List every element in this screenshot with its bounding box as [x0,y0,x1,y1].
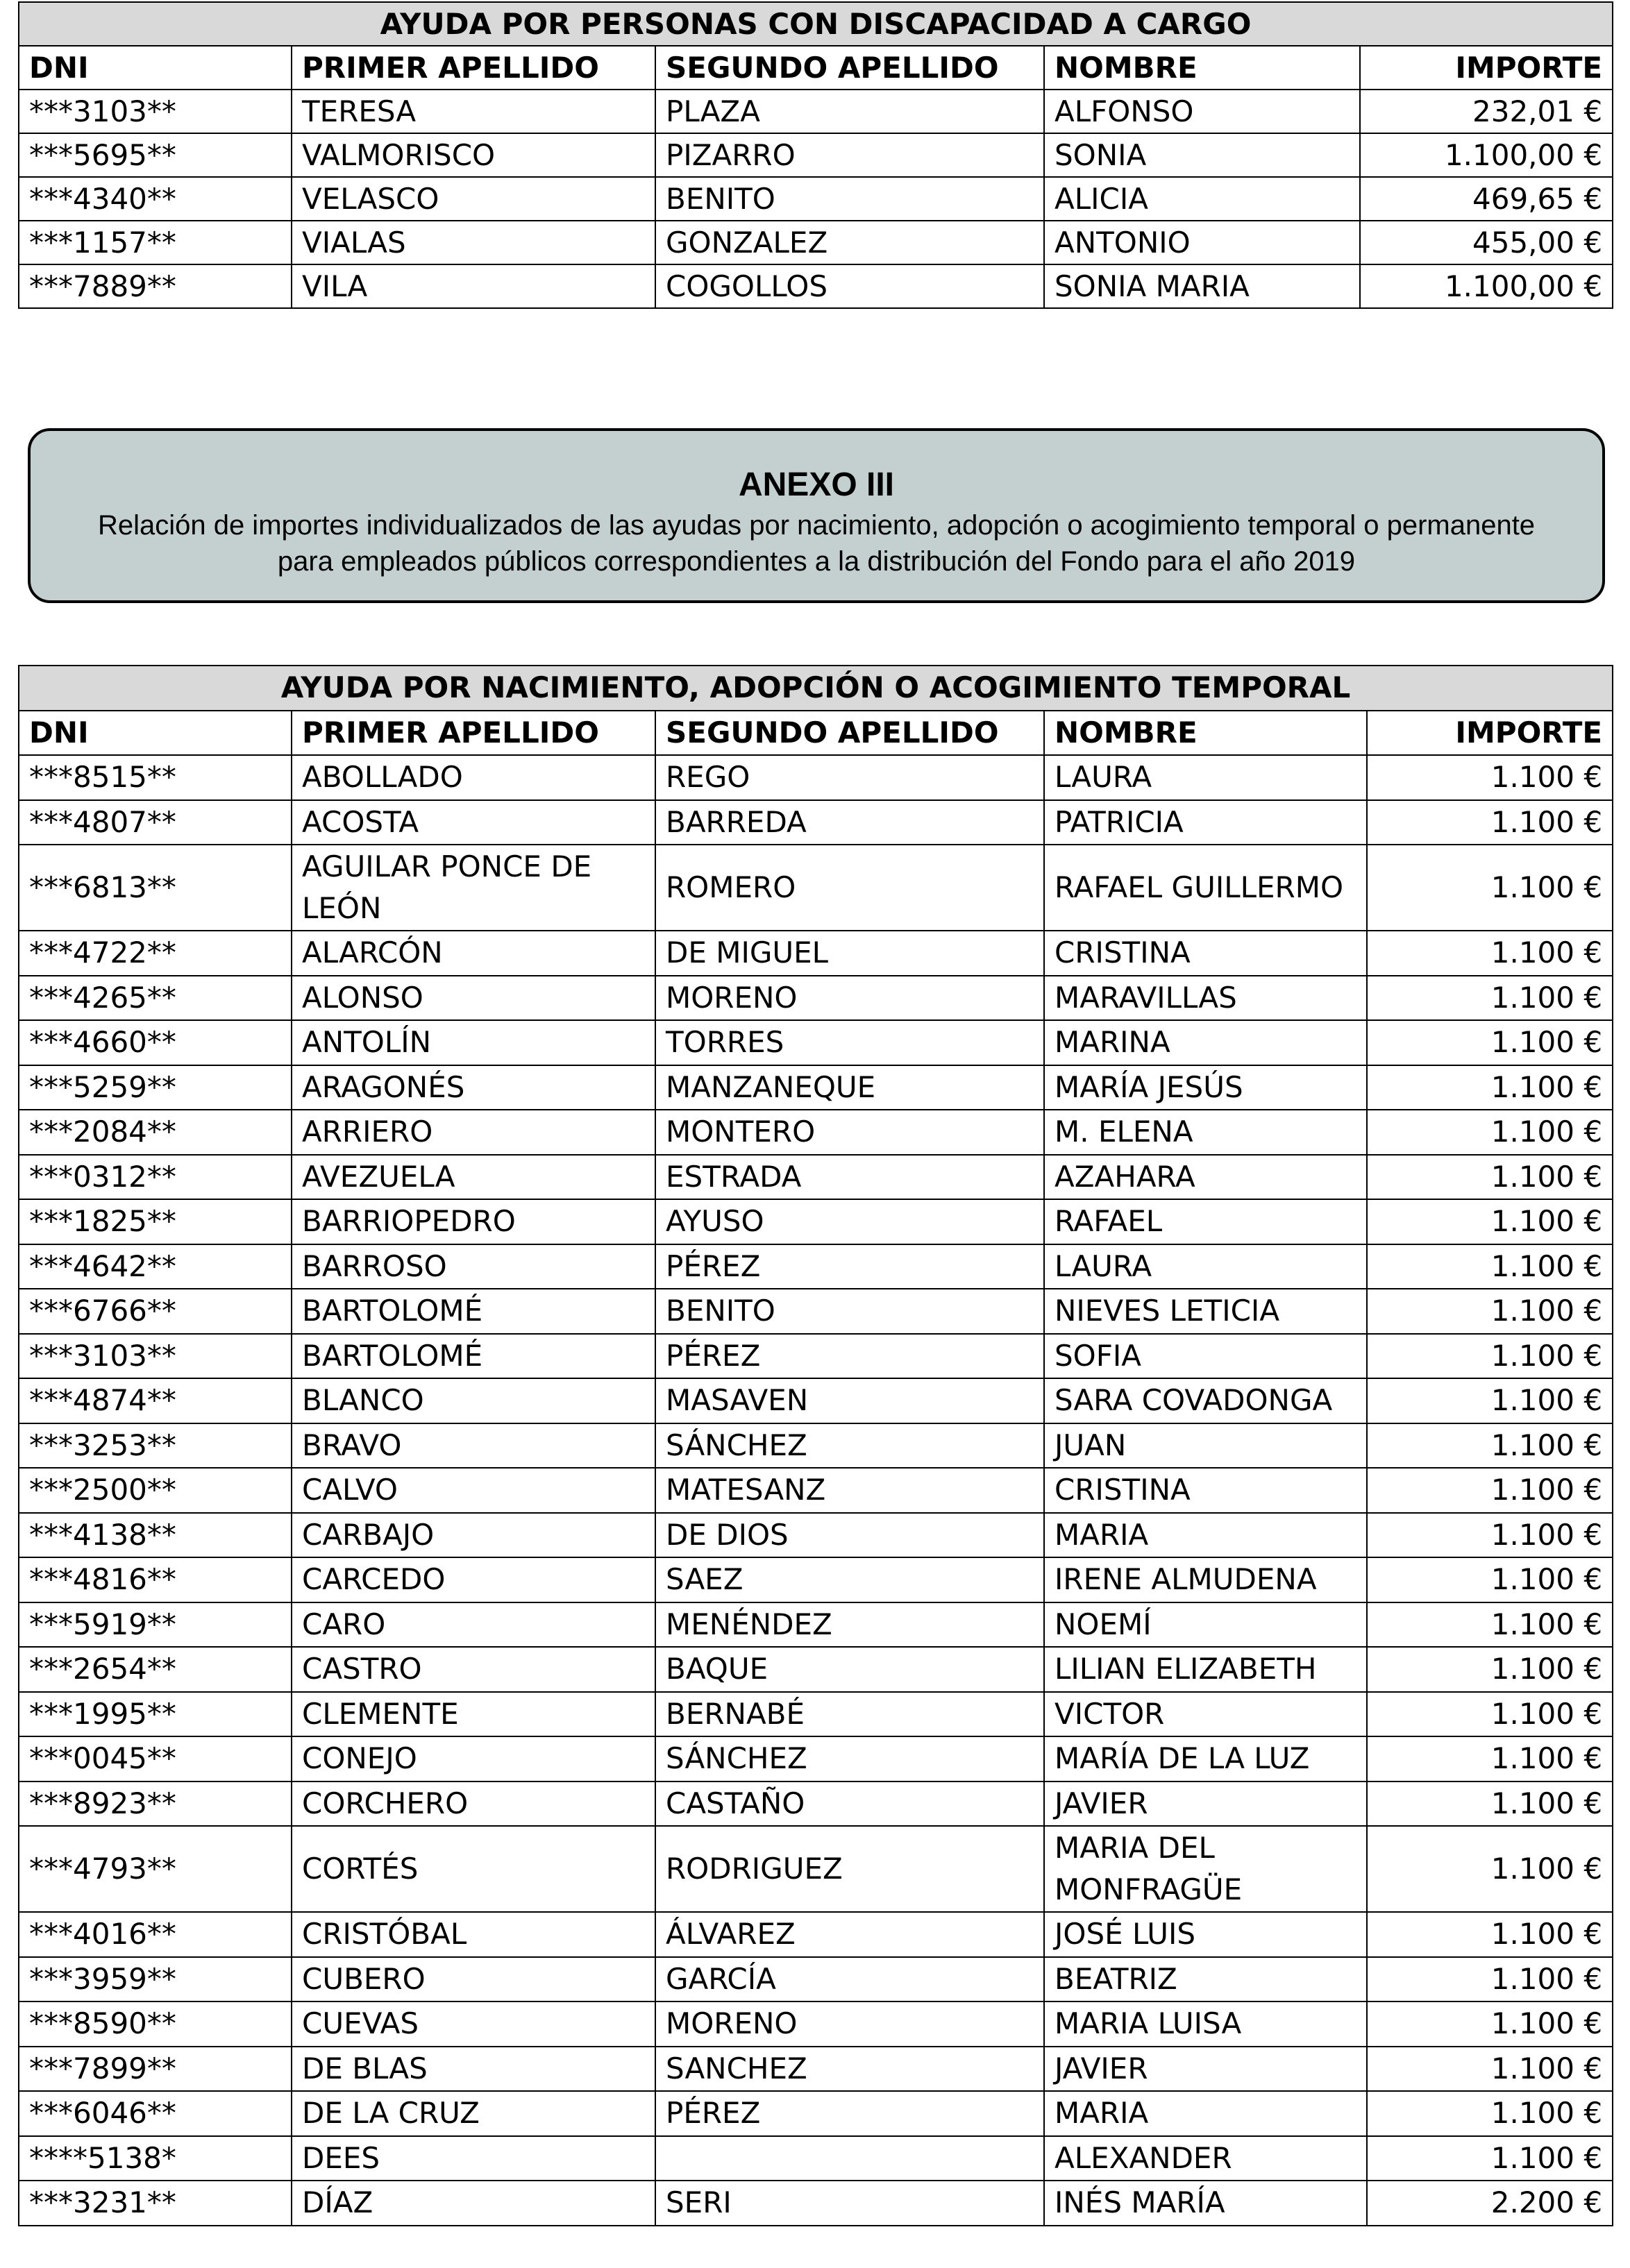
table-row [19,1647,1613,1692]
cell-nombre: RAFAEL GUILLERMO [1044,845,1367,931]
column-header-segundo-apellido: SEGUNDO APELLIDO [655,46,1044,90]
cell-importe: 1.100 € [1367,800,1613,845]
cell-segundo-apellido: TORRES [655,1020,1044,1065]
table-row [19,1513,1613,1558]
cell-nombre: ALICIA [1044,177,1360,221]
cell-dni: ***5919** [19,1602,292,1648]
cell-nombre: AZAHARA [1044,1155,1367,1200]
cell-importe: 1.100 € [1367,1557,1613,1602]
cell-segundo-apellido: BARREDA [655,800,1044,845]
cell-nombre: VICTOR [1044,1692,1367,1737]
cell-primer-apellido: ARAGONÉS [292,1065,655,1110]
cell-segundo-apellido: ÁLVAREZ [655,1912,1044,1957]
cell-dni: ***6813** [19,845,292,931]
cell-primer-apellido: CUBERO [292,1957,655,2002]
table-row [19,976,1613,1021]
cell-dni: ***0045** [19,1736,292,1782]
cell-dni: ***2654** [19,1647,292,1692]
cell-primer-apellido: ARRIERO [292,1110,655,1155]
cell-nombre: SOFIA [1044,1334,1367,1379]
table-row [19,2047,1613,2092]
cell-dni: ***4265** [19,976,292,1021]
cell-importe: 1.100 € [1367,1334,1613,1379]
table-row [19,1065,1613,1110]
cell-segundo-apellido: BENITO [655,177,1044,221]
table-body [19,755,1613,2226]
table-row [19,221,1613,264]
cell-nombre: ANTONIO [1044,221,1360,264]
cell-nombre: BEATRIZ [1044,1957,1367,2002]
column-header-segundo-apellido: SEGUNDO APELLIDO [655,711,1044,756]
header-row [19,46,1613,90]
cell-segundo-apellido: SÁNCHEZ [655,1423,1044,1469]
cell-importe: 1.100,00 € [1360,133,1613,177]
column-header-nombre: NOMBRE [1044,46,1360,90]
cell-primer-apellido: CONEJO [292,1736,655,1782]
cell-primer-apellido: CORCHERO [292,1782,655,1827]
table-row [19,264,1613,308]
table-row [19,1602,1613,1648]
cell-segundo-apellido: COGOLLOS [655,264,1044,308]
cell-nombre: LAURA [1044,1244,1367,1289]
cell-segundo-apellido: MATESANZ [655,1468,1044,1513]
cell-importe: 1.100,00 € [1360,264,1613,308]
cell-dni: ***4816** [19,1557,292,1602]
cell-nombre: MARÍA DE LA LUZ [1044,1736,1367,1782]
table-caption: AYUDA POR NACIMIENTO, ADOPCIÓN O ACOGIMIENTO TEMPORAL [19,666,1613,711]
table-row [19,1244,1613,1289]
cell-segundo-apellido: ROMERO [655,845,1044,931]
cell-nombre: INÉS MARÍA [1044,2181,1367,2226]
cell-segundo-apellido: BERNABÉ [655,1692,1044,1737]
cell-nombre: ALEXANDER [1044,2136,1367,2181]
cell-primer-apellido: BARTOLOMÉ [292,1289,655,1334]
cell-importe: 1.100 € [1367,1513,1613,1558]
cell-segundo-apellido: SERI [655,2181,1044,2226]
cell-importe: 1.100 € [1367,2002,1613,2047]
cell-nombre: LILIAN ELIZABETH [1044,1647,1367,1692]
cell-primer-apellido: CARCEDO [292,1557,655,1602]
cell-dni: ***4642** [19,1244,292,1289]
cell-nombre: SONIA [1044,133,1360,177]
cell-importe: 1.100 € [1367,2091,1613,2136]
cell-primer-apellido: VILA [292,264,655,308]
table-caption: AYUDA POR PERSONAS CON DISCAPACIDAD A CARGO [19,2,1613,46]
cell-segundo-apellido: GARCÍA [655,1957,1044,2002]
cell-dni: ***4138** [19,1513,292,1558]
cell-nombre: JAVIER [1044,1782,1367,1827]
cell-nombre: MARINA [1044,1020,1367,1065]
cell-importe: 1.100 € [1367,1378,1613,1423]
cell-importe: 1.100 € [1367,1020,1613,1065]
cell-importe: 1.100 € [1367,1647,1613,1692]
cell-nombre: MARIA [1044,1513,1367,1558]
cell-dni: ***6046** [19,2091,292,2136]
cell-primer-apellido: BARTOLOMÉ [292,1334,655,1379]
cell-segundo-apellido: DE DIOS [655,1513,1044,1558]
cell-importe: 469,65 € [1360,177,1613,221]
cell-dni: ***4016** [19,1912,292,1957]
cell-nombre: IRENE ALMUDENA [1044,1557,1367,1602]
cell-dni: ***3253** [19,1423,292,1469]
cell-nombre: CRISTINA [1044,931,1367,976]
cell-nombre: PATRICIA [1044,800,1367,845]
cell-importe: 1.100 € [1367,755,1613,800]
cell-segundo-apellido: REGO [655,755,1044,800]
table-row [19,1736,1613,1782]
annex-description: Relación de importes individualizados de las ayudas por nacimiento, adopción o acogimiento temporal o permanente para empleados públicos correspondientes a la distribución del Fondo para el año 2019 [97,510,1536,577]
table-row [19,1692,1613,1737]
table-row [19,1199,1613,1244]
cell-nombre: MARIA LUISA [1044,2002,1367,2047]
table-row [19,1020,1613,1065]
cell-importe: 1.100 € [1367,1782,1613,1827]
cell-nombre: M. ELENA [1044,1110,1367,1155]
cell-dni: ***4722** [19,931,292,976]
cell-primer-apellido: CARBAJO [292,1513,655,1558]
cell-dni: ***5695** [19,133,292,177]
table-row [19,90,1613,133]
cell-importe: 1.100 € [1367,2136,1613,2181]
cell-segundo-apellido: CASTAÑO [655,1782,1044,1827]
cell-importe: 1.100 € [1367,1289,1613,1334]
cell-segundo-apellido: PÉREZ [655,1334,1044,1379]
cell-segundo-apellido: MENÉNDEZ [655,1602,1044,1648]
cell-dni: ***8515** [19,755,292,800]
cell-importe: 1.100 € [1367,1468,1613,1513]
cell-dni: ***6766** [19,1289,292,1334]
cell-dni: ***3231** [19,2181,292,2226]
table-row [19,1423,1613,1469]
cell-segundo-apellido: RODRIGUEZ [655,1826,1044,1912]
cell-dni: ***1995** [19,1692,292,1737]
cell-dni: ***1157** [19,221,292,264]
cell-nombre: RAFAEL [1044,1199,1367,1244]
column-header-nombre: NOMBRE [1044,711,1367,756]
cell-primer-apellido: VIALAS [292,221,655,264]
column-header-dni: DNI [19,46,292,90]
table-row [19,1155,1613,1200]
cell-importe: 1.100 € [1367,1912,1613,1957]
cell-importe: 1.100 € [1367,1065,1613,1110]
cell-primer-apellido: CASTRO [292,1647,655,1692]
cell-segundo-apellido: ESTRADA [655,1155,1044,1200]
cell-segundo-apellido: BAQUE [655,1647,1044,1692]
cell-dni: ***3103** [19,90,292,133]
cell-primer-apellido: VALMORISCO [292,133,655,177]
cell-nombre: MARÍA JESÚS [1044,1065,1367,1110]
cell-primer-apellido: ALARCÓN [292,931,655,976]
table-row [19,1912,1613,1957]
cell-importe: 1.100 € [1367,1423,1613,1469]
birth-adoption-aid-table [18,665,1613,2226]
cell-dni: ***1825** [19,1199,292,1244]
cell-primer-apellido: DÍAZ [292,2181,655,2226]
table-row [19,755,1613,800]
cell-segundo-apellido: MANZANEQUE [655,1065,1044,1110]
cell-dni: ***2500** [19,1468,292,1513]
cell-dni: ***4340** [19,177,292,221]
cell-importe: 1.100 € [1367,1155,1613,1200]
cell-primer-apellido: ACOSTA [292,800,655,845]
cell-segundo-apellido: MONTERO [655,1110,1044,1155]
cell-segundo-apellido: PÉREZ [655,1244,1044,1289]
cell-dni: ***4807** [19,800,292,845]
table-row [19,1334,1613,1379]
cell-primer-apellido: ABOLLADO [292,755,655,800]
annex-title: ANEXO III [738,466,895,503]
cell-primer-apellido: CLEMENTE [292,1692,655,1737]
cell-primer-apellido: CALVO [292,1468,655,1513]
cell-importe: 1.100 € [1367,1244,1613,1289]
cell-primer-apellido: DEES [292,2136,655,2181]
cell-primer-apellido: BRAVO [292,1423,655,1469]
cell-dni: ***3959** [19,1957,292,2002]
cell-dni: ***2084** [19,1110,292,1155]
table-row [19,1957,1613,2002]
cell-nombre: MARIA [1044,2091,1367,2136]
cell-importe: 1.100 € [1367,1957,1613,2002]
cell-segundo-apellido: SANCHEZ [655,2047,1044,2092]
cell-importe: 1.100 € [1367,1199,1613,1244]
cell-importe: 1.100 € [1367,1110,1613,1155]
cell-importe: 1.100 € [1367,1826,1613,1912]
cell-dni: ***4874** [19,1378,292,1423]
cell-importe: 1.100 € [1367,1736,1613,1782]
column-header-importe: IMPORTE [1360,46,1613,90]
table-row [19,931,1613,976]
table-row [19,1110,1613,1155]
cell-nombre: MARAVILLAS [1044,976,1367,1021]
cell-primer-apellido: AGUILAR PONCE DE LEÓN [292,845,655,931]
table-row [19,1378,1613,1423]
table-row [19,2002,1613,2047]
table-row [19,845,1613,931]
cell-dni: ***4793** [19,1826,292,1912]
table-row [19,1782,1613,1827]
table-body [19,90,1613,308]
cell-segundo-apellido: MASAVEN [655,1378,1044,1423]
cell-segundo-apellido: AYUSO [655,1199,1044,1244]
cell-primer-apellido: TERESA [292,90,655,133]
column-header-primer-apellido: PRIMER APELLIDO [292,711,655,756]
table-row [19,177,1613,221]
cell-nombre: SONIA MARIA [1044,264,1360,308]
column-header-importe: IMPORTE [1367,711,1613,756]
cell-segundo-apellido: PÉREZ [655,2091,1044,2136]
cell-segundo-apellido: PIZARRO [655,133,1044,177]
table-row [19,2136,1613,2181]
cell-importe: 1.100 € [1367,1692,1613,1737]
cell-nombre: MARIA DEL MONFRAGÜE [1044,1826,1367,1912]
table-row [19,800,1613,845]
cell-primer-apellido: AVEZUELA [292,1155,655,1200]
cell-primer-apellido: CRISTÓBAL [292,1912,655,1957]
column-header-primer-apellido: PRIMER APELLIDO [292,46,655,90]
cell-importe: 455,00 € [1360,221,1613,264]
cell-importe: 1.100 € [1367,2047,1613,2092]
cell-dni: ***8590** [19,2002,292,2047]
cell-nombre: JUAN [1044,1423,1367,1469]
cell-primer-apellido: CUEVAS [292,2002,655,2047]
table-row [19,1557,1613,1602]
table-row [19,133,1613,177]
cell-segundo-apellido: PLAZA [655,90,1044,133]
cell-importe: 1.100 € [1367,845,1613,931]
table-row [19,1826,1613,1912]
cell-segundo-apellido: MORENO [655,2002,1044,2047]
disability-aid-table [18,1,1613,309]
cell-primer-apellido: VELASCO [292,177,655,221]
cell-nombre: CRISTINA [1044,1468,1367,1513]
cell-primer-apellido: ANTOLÍN [292,1020,655,1065]
cell-primer-apellido: BLANCO [292,1378,655,1423]
cell-segundo-apellido: DE MIGUEL [655,931,1044,976]
table-row [19,1289,1613,1334]
cell-importe: 1.100 € [1367,976,1613,1021]
cell-dni: ***0312** [19,1155,292,1200]
cell-importe: 1.100 € [1367,931,1613,976]
cell-segundo-apellido: BENITO [655,1289,1044,1334]
cell-nombre: ALFONSO [1044,90,1360,133]
cell-dni: ***3103** [19,1334,292,1379]
cell-primer-apellido: DE BLAS [292,2047,655,2092]
cell-importe: 232,01 € [1360,90,1613,133]
cell-nombre: NIEVES LETICIA [1044,1289,1367,1334]
cell-dni: ***5259** [19,1065,292,1110]
cell-dni: ***4660** [19,1020,292,1065]
cell-primer-apellido: BARROSO [292,1244,655,1289]
table-row [19,2091,1613,2136]
cell-nombre: SARA COVADONGA [1044,1378,1367,1423]
cell-primer-apellido: ALONSO [292,976,655,1021]
table-row [19,1468,1613,1513]
cell-segundo-apellido [655,2136,1044,2181]
cell-primer-apellido: BARRIOPEDRO [292,1199,655,1244]
cell-dni: ***7889** [19,264,292,308]
cell-dni: ****5138* [19,2136,292,2181]
cell-importe: 1.100 € [1367,1602,1613,1648]
cell-dni: ***7899** [19,2047,292,2092]
cell-nombre: NOEMÍ [1044,1602,1367,1648]
cell-segundo-apellido: MORENO [655,976,1044,1021]
cell-nombre: LAURA [1044,755,1367,800]
cell-nombre: JAVIER [1044,2047,1367,2092]
cell-primer-apellido: CARO [292,1602,655,1648]
cell-primer-apellido: DE LA CRUZ [292,2091,655,2136]
cell-primer-apellido: CORTÉS [292,1826,655,1912]
column-header-dni: DNI [19,711,292,756]
cell-segundo-apellido: GONZALEZ [655,221,1044,264]
table-row [19,2181,1613,2226]
cell-nombre: JOSÉ LUIS [1044,1912,1367,1957]
cell-segundo-apellido: SÁNCHEZ [655,1736,1044,1782]
cell-dni: ***8923** [19,1782,292,1827]
annex-box [28,428,1605,603]
header-row [19,711,1613,756]
cell-segundo-apellido: SAEZ [655,1557,1044,1602]
cell-importe: 2.200 € [1367,2181,1613,2226]
